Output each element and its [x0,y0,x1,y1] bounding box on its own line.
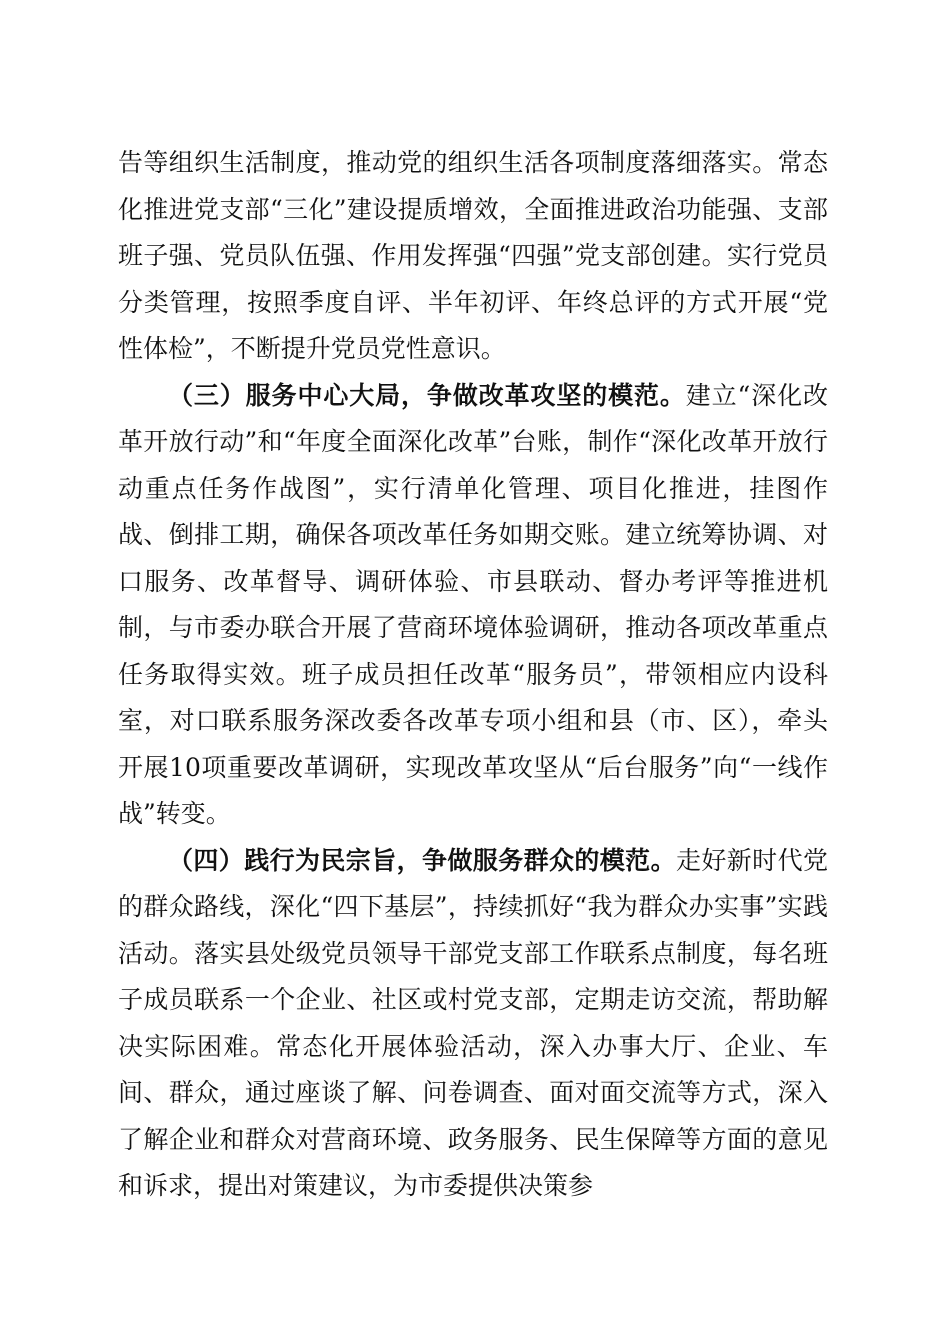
paragraph-text: 告等组织生活制度，推动党的组织生活各项制度落细落实。常态化推进党支部“三化”建设提质增效，全面推进政治功能强、支部班子强、党员队伍强、作用发挥强“四强”党支部创建。实行党员分类管理，按照季度自评、半年初评、年终总评的方式开展“党性体检”，不断提升党员党性意识。 [118,148,828,363]
paragraph-section-4 [118,838,828,1210]
paragraph-text: 走好新时代党的群众路线，深化“四下基层”，持续抓好“我为群众办实事”实践活动。落实县处级党员领导干部党支部工作联系点制度，每名班子成员联系一个企业、社区或村党支部，定期走访交流，帮助解决实际困难。常态化开展体验活动，深入办事大厅、企业、车间、群众，通过座谈了解、问卷调查、面对面交流等方式，深入了解企业和群众对营商环境、政务服务、民生保障等方面的意见和诉求，提出对策建议，为市委提供决策参 [118,845,828,1200]
paragraph-section-3 [118,373,828,838]
paragraph-continuation [118,140,828,373]
section-heading-4: （四）践行为民宗旨，争做服务群众的模范。 [168,845,676,875]
document-body [118,140,828,1210]
section-heading-3: （三）服务中心大局，争做改革攻坚的模范。 [168,380,686,410]
paragraph-text: 建立“深化改革开放行动”和“年度全面深化改革”台账，制作“深化改革开放行动重点任务作战图”，实行清单化管理、项目化推进，挂图作战、倒排工期，确保各项改革任务如期交账。建立统筹协调、对口服务、改革督导、调研体验、市县联动、督办考评等推进机制，与市委办联合开展了营商环境体验调研，推动各项改革重点任务取得实效。班子成员担任改革“服务员”，带领相应内设科室，对口联系服务深改委各改革专项小组和县（市、区），牵头开展10项重要改革调研，实现改革攻坚从“后台服务”向“一线作战”转变。 [118,380,828,828]
